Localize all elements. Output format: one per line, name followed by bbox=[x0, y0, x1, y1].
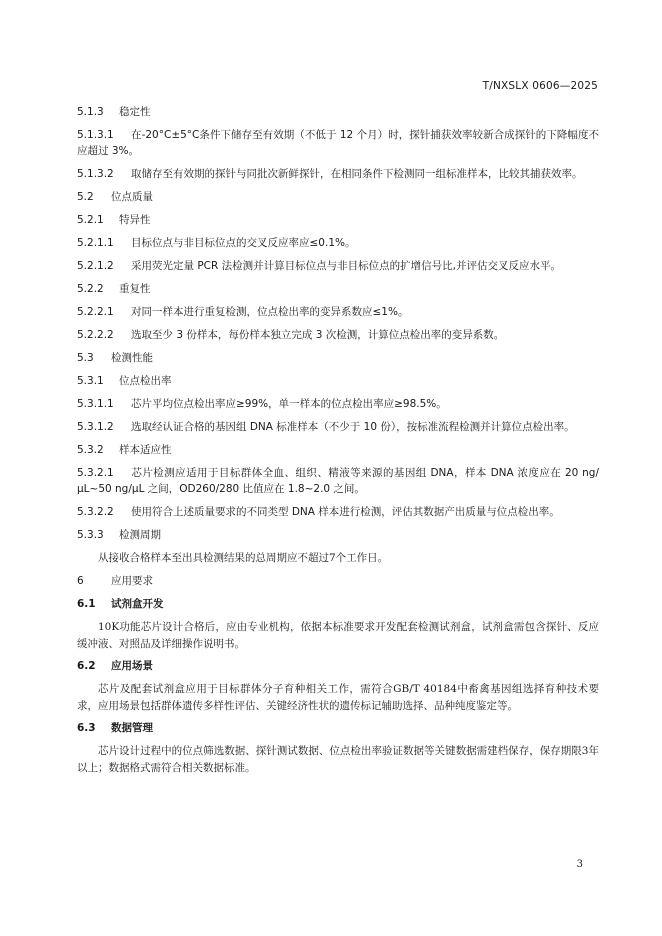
clause-text: 采用荧光定量 PCR 法检测并计算目标位点与非目标位点的扩增信号比,并评估交叉反应水平。 bbox=[131, 260, 561, 272]
heading-5-3-3 bbox=[77, 527, 599, 543]
heading-number: 5.1.3 bbox=[77, 106, 104, 118]
clause-number: 5.1.3.1 bbox=[77, 129, 114, 141]
document-code: T/NXSLX 0606—2025 bbox=[482, 80, 598, 92]
clause-5-3-1-1 bbox=[77, 396, 599, 412]
heading-number: 5.3.2 bbox=[77, 444, 104, 456]
clause-5-1-3-1 bbox=[77, 127, 599, 159]
clause-number: 5.3.1.2 bbox=[77, 421, 114, 433]
clause-number: 5.1.3.2 bbox=[77, 168, 114, 180]
heading-5-3 bbox=[77, 350, 599, 366]
heading-6-1 bbox=[77, 596, 599, 612]
clause-number: 5.3.2.1 bbox=[77, 467, 114, 479]
heading-5-3-2 bbox=[77, 442, 599, 458]
heading-5-1-3 bbox=[77, 104, 599, 120]
heading-number: 5.2.2 bbox=[77, 283, 104, 295]
heading-title: 试剂盒开发 bbox=[111, 598, 164, 610]
clause-text: 选取经认证合格的基因组 DNA 标准样本（不少于 10 份），按标准流程检测并计算位点检出率。 bbox=[131, 421, 575, 433]
heading-number: 5.3.1 bbox=[77, 375, 104, 387]
heading-title: 数据管理 bbox=[111, 722, 153, 734]
clause-5-3-2-2 bbox=[77, 504, 599, 520]
heading-number: 5.2 bbox=[77, 191, 94, 203]
heading-title: 检测周期 bbox=[119, 529, 161, 541]
clause-5-2-2-2 bbox=[77, 327, 599, 343]
clause-text: 使用符合上述质量要求的不同类型 DNA 样本进行检测，评估其数据产出质量与位点检出率。 bbox=[131, 506, 560, 518]
clause-5-1-3-2 bbox=[77, 166, 599, 182]
heading-title: 应用场景 bbox=[111, 660, 153, 672]
heading-5-2-2 bbox=[77, 281, 599, 297]
clause-text: 芯片检测应适用于目标群体全血、组织、精液等来源的基因组 DNA，样本 DNA 浓度应在 20 ng/μL~50 ng/μL 之间，OD260/280 比值应在 1.8~2.0 之间。 bbox=[77, 467, 599, 495]
heading-number: 6 bbox=[77, 575, 84, 587]
heading-5-3-1 bbox=[77, 373, 599, 389]
heading-title: 稳定性 bbox=[119, 106, 151, 118]
heading-number: 5.3 bbox=[77, 352, 94, 364]
clause-5-3-2-1 bbox=[77, 465, 599, 497]
heading-number: 6.2 bbox=[77, 660, 96, 672]
paragraph-kit-development: 10K功能芯片设计合格后，应由专业机构，依据本标准要求开发配套检测试剂盒，试剂盒需包含探针、反应缓冲液、对照品及详细操作说明书。 bbox=[77, 621, 599, 650]
heading-title: 样本适应性 bbox=[119, 444, 172, 456]
clause-5-3-1-2 bbox=[77, 419, 599, 435]
clause-number: 5.2.1.2 bbox=[77, 260, 114, 272]
heading-title: 特异性 bbox=[119, 214, 151, 226]
paragraph-detection-cycle: 从接收合格样本至出具检测结果的总周期应不超过7个工作日。 bbox=[98, 552, 389, 564]
heading-number: 5.3.3 bbox=[77, 529, 104, 541]
clause-number: 5.2.2.2 bbox=[77, 329, 114, 341]
heading-title: 重复性 bbox=[119, 283, 151, 295]
clause-text: 芯片平均位点检出率应≥99%，单一样本的位点检出率应≥98.5%。 bbox=[131, 398, 447, 410]
heading-6 bbox=[77, 573, 599, 589]
paragraph-application-scenarios: 芯片及配套试剂盒应用于目标群体分子育种相关工作，需符合GB/T 40184中畜禽基因组选择育种技术要求，应用场景包括群体遗传多样性评估、关键经济性状的遗传标记辅助选择、品种纯度鉴定等。 bbox=[77, 683, 599, 712]
clause-text: 取储存至有效期的探针与同批次新鲜探针，在相同条件下检测同一组标准样本，比较其捕获效率。 bbox=[131, 168, 583, 180]
heading-6-3 bbox=[77, 720, 599, 736]
clause-5-2-1-2 bbox=[77, 258, 599, 274]
heading-number: 6.1 bbox=[77, 598, 96, 610]
paragraph-data-management: 芯片设计过程中的位点筛选数据、探针测试数据、位点检出率验证数据等关键数据需建档保存，保存期限3年以上；数据格式需符合相关数据标准。 bbox=[77, 745, 599, 774]
heading-5-2 bbox=[77, 189, 599, 205]
heading-title: 检测性能 bbox=[111, 352, 153, 364]
document-body bbox=[77, 104, 599, 782]
heading-title: 应用要求 bbox=[111, 575, 153, 587]
heading-5-2-1 bbox=[77, 212, 599, 228]
heading-6-2 bbox=[77, 658, 599, 674]
clause-number: 5.3.1.1 bbox=[77, 398, 114, 410]
clause-number: 5.2.1.1 bbox=[77, 237, 114, 249]
heading-number: 6.3 bbox=[77, 722, 96, 734]
heading-title: 位点检出率 bbox=[119, 375, 172, 387]
clause-5-2-1-1 bbox=[77, 235, 599, 251]
page-number: 3 bbox=[576, 859, 583, 870]
clause-text: 目标位点与非目标位点的交叉反应率应≤0.1%。 bbox=[131, 237, 356, 249]
clause-text: 对同一样本进行重复检测，位点检出率的变异系数应≤1%。 bbox=[131, 306, 409, 318]
clause-5-2-2-1 bbox=[77, 304, 599, 320]
clause-text: 选取至少 3 份样本，每份样本独立完成 3 次检测，计算位点检出率的变异系数。 bbox=[131, 329, 505, 341]
clause-number: 5.2.2.1 bbox=[77, 306, 114, 318]
heading-title: 位点质量 bbox=[111, 191, 153, 203]
heading-number: 5.2.1 bbox=[77, 214, 104, 226]
clause-text: 在-20°C±5°C条件下储存至有效期（不低于 12 个月）时，探针捕获效率较新合成探针的下降幅度不应超过 3%。 bbox=[77, 129, 599, 157]
clause-number: 5.3.2.2 bbox=[77, 506, 114, 518]
